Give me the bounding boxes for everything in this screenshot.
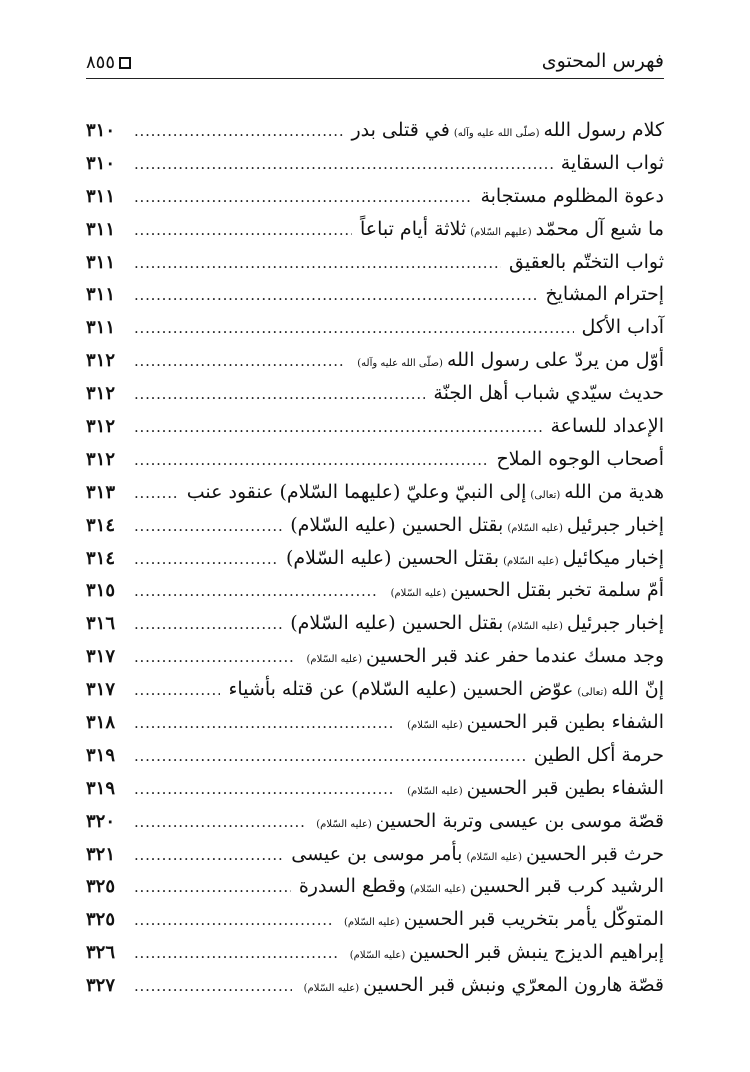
square-icon (119, 57, 131, 69)
toc-entry (86, 711, 664, 744)
toc-entry-page: ٣١٧ (86, 646, 116, 668)
toc-entry (86, 152, 664, 185)
dot-leader (134, 615, 282, 633)
toc-entry-honorific: (صلّى الله عليه وآله) (453, 128, 540, 139)
dot-leader (134, 122, 343, 140)
toc-entry-title-text: كلام رسول الله (543, 119, 664, 141)
toc-entry-title (433, 382, 664, 404)
page-number: ٨٥٥ (86, 52, 116, 73)
toc-entry-title (228, 678, 664, 700)
dot-leader (134, 155, 553, 173)
toc-entry-title (187, 481, 664, 503)
dot-leader (134, 977, 292, 995)
toc-entry-page: ٣١٤ (86, 514, 116, 536)
toc-entry-title (303, 645, 665, 667)
toc-entry-title-text: الشفاء بطين قبر الحسين (466, 711, 664, 734)
dot-leader (134, 221, 352, 239)
toc-entry-title (290, 612, 664, 634)
toc-entry-title (340, 908, 664, 930)
toc-entry-page: ٣١١ (86, 251, 116, 273)
page-number-box (86, 52, 131, 73)
dot-leader (134, 714, 395, 732)
toc-entry-title (561, 152, 664, 174)
toc-entry-title-text: ثواب السقاية (560, 151, 664, 174)
dot-leader (134, 484, 179, 502)
toc-entry-page: ٣٢٠ (86, 810, 116, 832)
toc-entry-title-text: قصّة موسى بن عيسى وتربة الحسين (375, 809, 664, 832)
toc-entry (86, 283, 664, 316)
toc-entry-page: ٣١١ (86, 185, 116, 207)
toc-entry-title-rest: إلى النبيّ وعليّ (عليهما السّلام) عنقود عنب (186, 480, 527, 503)
toc-entry-page: ٣٢٥ (86, 876, 116, 898)
dot-leader (134, 352, 345, 370)
toc-entry (86, 843, 664, 876)
toc-entry-page: ٣١٦ (86, 613, 116, 635)
toc-entry-title-rest: بقتل الحسين (عليه السّلام) (290, 612, 504, 635)
toc-entry (86, 744, 664, 777)
toc-entry-title (480, 185, 664, 207)
toc-entry-title-text: الرشيد كرب قبر الحسين (469, 875, 664, 898)
toc-entry (86, 481, 664, 514)
toc-entry-title-text: دعوة المظلوم مستجابة (480, 184, 664, 207)
toc-entry-page: ٣٢٥ (86, 909, 116, 931)
toc-entry-page: ٣١٠ (86, 152, 116, 174)
toc-entry-page: ٣١٤ (86, 547, 116, 569)
toc-entry-title-text: هدية من الله (564, 480, 664, 503)
toc-entry-page: ٣١١ (86, 317, 116, 339)
toc-entry-title-rest: بقتل الحسين (عليه السّلام) (290, 513, 504, 536)
dot-leader (134, 747, 526, 765)
toc-entry-title (497, 448, 664, 470)
toc-entry (86, 415, 664, 448)
toc-entry-page: ٣١٥ (86, 580, 116, 602)
toc-entry-title-text: إبراهيم الديزج ينبش قبر الحسين (409, 941, 664, 964)
toc-entry-title (353, 349, 664, 371)
dot-leader (134, 780, 395, 798)
toc-entry-title-text: حرث قبر الحسين (526, 842, 664, 865)
toc-entry-title-rest: في قتلى بدر (351, 119, 450, 141)
toc-entry (86, 382, 664, 415)
toc-entry-honorific: (عليه السّلام) (316, 818, 372, 830)
toc-entry-title (360, 218, 664, 240)
toc-entry-page: ٣٢٧ (86, 975, 116, 997)
toc-entry-title (387, 579, 664, 601)
toc-entry-title-text: إحترام المشايخ (545, 283, 664, 306)
toc-entry-title-text: آداب الأكل (581, 316, 664, 339)
toc-entry-title-text: أوّل من يردّ على رسول الله (446, 349, 664, 372)
toc-entry-page: ٣١١ (86, 284, 116, 306)
toc-entry-title-text: ثواب التختّم بالعقيق (508, 250, 664, 273)
toc-entry-honorific: (عليه السّلام) (407, 720, 463, 732)
toc-entry-honorific: (عليه السّلام) (507, 522, 563, 534)
toc-entry-title (300, 974, 664, 996)
toc-entry (86, 908, 664, 941)
toc-entry (86, 514, 664, 547)
toc-entry (86, 547, 664, 580)
toc-entry-page: ٣١٠ (86, 120, 116, 141)
toc-entry-title-text: قصّة هارون المعرّي ونبش قبر الحسين (363, 974, 664, 997)
toc-entry-title (351, 119, 664, 141)
toc-entry-title (582, 316, 665, 338)
page-header (86, 50, 664, 79)
toc-entry-page: ٣١٣ (86, 481, 116, 503)
toc-entry-title (312, 810, 664, 832)
toc-entry-page: ٣٢١ (86, 843, 116, 865)
toc-entry (86, 645, 664, 678)
toc-entry (86, 251, 664, 284)
toc-entry-title-text: حرمة أكل الطين (533, 743, 664, 766)
toc-entry-page: ٣١٨ (86, 712, 116, 734)
toc-entry (86, 875, 664, 908)
toc-entry-title (299, 875, 664, 897)
toc-entry-page: ٣١٢ (86, 416, 116, 438)
dot-leader (134, 254, 501, 272)
toc-entry-title-text: حديث سيّدي شباب أهل الجنّة (433, 382, 664, 405)
toc-entry (86, 218, 664, 251)
toc-entry-title-text: إخبار جبرئيل (566, 513, 664, 536)
toc-entry-title (403, 711, 664, 733)
dot-leader (134, 517, 282, 535)
toc-entry (86, 316, 664, 349)
toc-entry-page: ٣١٧ (86, 679, 116, 701)
dot-leader (134, 911, 332, 929)
toc-entry (86, 579, 664, 612)
toc-entry (86, 349, 664, 382)
toc-entry-title-rest: عوّض الحسين (عليه السّلام) عن قتله بأشياء (228, 678, 574, 701)
toc-entry-honorific: (عليه السّلام) (390, 588, 447, 600)
toc-entry-title-text: الشفاء بطين قبر الحسين (466, 776, 664, 799)
toc-entry-page: ٣١٢ (86, 448, 116, 470)
toc-entry-honorific: (عليه السّلام) (407, 785, 463, 797)
toc-entry (86, 777, 664, 810)
toc-entry-title (346, 941, 664, 963)
dot-leader (134, 188, 472, 206)
toc-entry-honorific: (عليه السّلام) (306, 654, 363, 666)
toc-entry-title-text: أصحاب الوجوه الملاح (496, 447, 664, 470)
toc-entry (86, 185, 664, 218)
dot-leader (134, 286, 537, 304)
toc-entry-page: ٣١٢ (86, 383, 116, 405)
toc-entry-title-text: إخبار ميكائيل (562, 546, 664, 569)
toc-entry-honorific: (عليه السّلام) (349, 950, 406, 962)
toc-entry-honorific: (عليهم السّلام) (470, 226, 532, 238)
toc-entry-honorific: (عليه السّلام) (303, 983, 360, 995)
toc-entry-title-text: إنّ الله (611, 678, 664, 701)
dot-leader (134, 681, 220, 699)
toc-entry (86, 678, 664, 711)
table-of-contents (86, 119, 664, 1007)
toc-entry-title (534, 744, 664, 766)
toc-entry-honorific: (عليه السّلام) (409, 884, 466, 896)
toc-entry (86, 612, 664, 645)
toc-entry-title (290, 514, 664, 536)
dot-leader (134, 319, 574, 337)
toc-entry-page: ٣١١ (86, 218, 116, 240)
toc-entry-title-text: ما شبع آل محمّد (535, 217, 664, 240)
toc-entry-honorific: (تعالى) (577, 687, 608, 699)
toc-entry-title (403, 777, 664, 799)
toc-entry-honorific: (عليه السّلام) (466, 851, 523, 863)
dot-leader (134, 550, 278, 568)
toc-entry-title (545, 283, 664, 305)
toc-entry-title (291, 843, 664, 865)
toc-entry (86, 941, 664, 974)
dot-leader (134, 385, 425, 403)
toc-entry-title (286, 547, 664, 569)
toc-entry-honorific: (عليه السّلام) (344, 917, 400, 929)
dot-leader (134, 582, 379, 600)
page-title: فهرس المحتوى (541, 50, 664, 72)
toc-entry-page: ٣١٩ (86, 777, 116, 799)
dot-leader (134, 944, 338, 962)
toc-entry (86, 810, 664, 843)
toc-entry-title (550, 415, 664, 437)
toc-entry-title-rest: وقطع السدرة (298, 875, 406, 898)
toc-entry-page: ٣٢٦ (86, 942, 116, 964)
toc-entry-honorific: (تعالى) (530, 489, 561, 501)
toc-entry-title-text: المتوكّل يأمر بتخريب قبر الحسين (403, 908, 664, 931)
toc-entry-honorific: (عليه السّلام) (503, 555, 559, 567)
toc-entry-title-rest: ثلاثة أيام تباعاً (359, 217, 467, 240)
dot-leader (134, 878, 291, 896)
toc-entry-title-text: أمّ سلمة تخبر بقتل الحسين (450, 579, 664, 602)
toc-entry-title-text: إخبار جبرئيل (566, 612, 664, 635)
toc-entry-page: ٣١٩ (86, 744, 116, 766)
toc-entry-title-text: وجد مسك عندما حفر عند قبر الحسين (366, 645, 664, 668)
toc-entry-title-text: الإعداد للساعة (550, 415, 664, 438)
toc-entry-page: ٣١٢ (86, 350, 116, 372)
toc-entry (86, 119, 664, 152)
toc-entry-honorific: (صلّى الله عليه وآله) (357, 358, 443, 370)
dot-leader (134, 846, 283, 864)
dot-leader (134, 451, 489, 469)
toc-entry-title-rest: بقتل الحسين (عليه السّلام) (285, 546, 500, 569)
toc-entry (86, 448, 664, 481)
toc-entry-title-rest: بأمر موسى بن عيسى (291, 842, 463, 865)
toc-entry-honorific: (عليه السّلام) (507, 621, 563, 633)
toc-entry (86, 974, 664, 1007)
dot-leader (134, 813, 304, 831)
dot-leader (134, 648, 295, 666)
dot-leader (134, 418, 542, 436)
toc-entry-title (509, 251, 664, 273)
